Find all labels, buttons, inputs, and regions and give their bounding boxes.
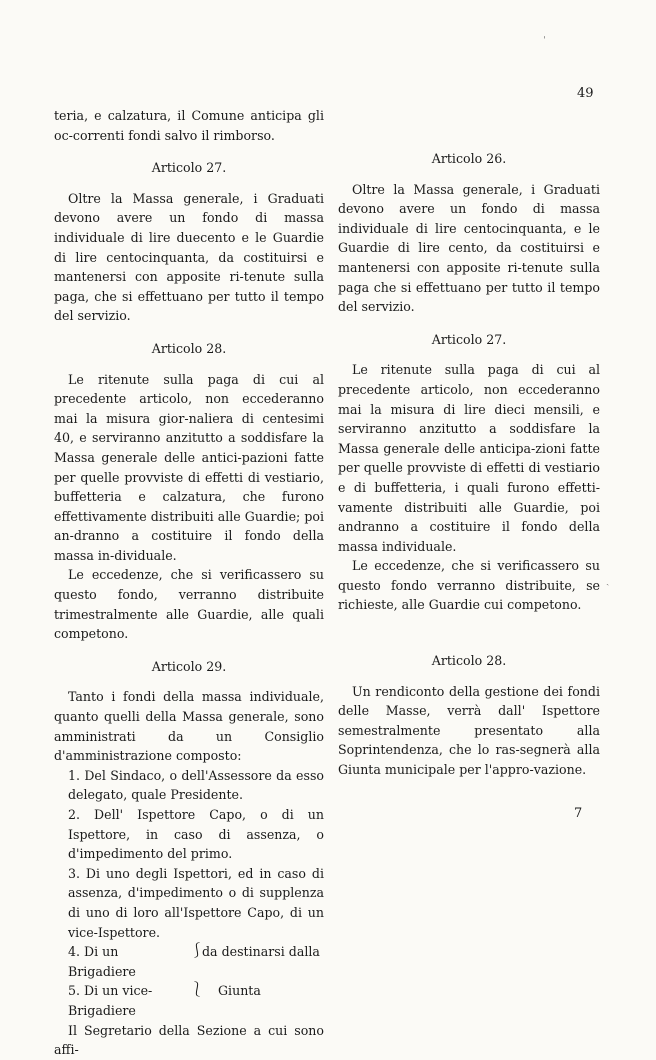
left-art27-text: Oltre la Massa generale, i Graduati devono avere un fondo di massa individuale di lire duecento e le Guardie di lire centocinquanta, da costituirsi e mantenersi con apposite ri-tenute sulla paga, che si effettuano per tutto il tempo del servizio. xyxy=(54,190,324,324)
left-art29-item5: 5. Di un vice-Brigadiere xyxy=(68,983,153,1018)
left-art29-item2: 2. Dell' Ispettore Capo, o di un Ispettore, in caso di assenza, o d'impedimento del primo. xyxy=(68,807,324,862)
brace-glyph-lower: ⎱ xyxy=(190,982,204,999)
left-art29-brace-note1: da destinarsi dalla xyxy=(202,944,320,960)
left-art29-item3: 3. Di uno degli Ispettori, ed in caso di assenza, d'impedimento o di supplenza di uno di loro all'Ispettore Capo, di un vice-Ispettore. xyxy=(68,865,324,940)
left-column xyxy=(54,106,324,1060)
right-art27-text1: Le ritenute sulla paga di cui al precedente articolo, non eccederanno mai la misura di lire dieci mensili, e serviranno anzitutto a soddisfare la Massa generale delle anticipa-zioni fatte per quelle provviste di effetti di vestiario e di buffetteria, i quali furono effetti-vamente distribuiti alle Guardie, poi andranno a costituire il fondo della massa individuale. xyxy=(338,362,600,554)
right-art27-heading: Articolo 27. xyxy=(431,331,507,347)
left-art27-heading: Articolo 27. xyxy=(151,160,227,176)
right-art28-heading: Articolo 28. xyxy=(431,653,507,669)
left-art28-text2: Le eccedenze, che si verificassero su questo fondo, verranno distribuite trimestralmente alle Guardie, alle quali competono. xyxy=(54,567,324,642)
brace-glyph: ⎰ xyxy=(190,943,204,960)
left-art29-heading: Articolo 29. xyxy=(151,658,227,674)
speck-mark: ˈ xyxy=(543,36,546,47)
right-column xyxy=(338,149,600,780)
page-number-bottom: 7 xyxy=(574,806,583,821)
left-art29-brace-group xyxy=(54,942,324,1020)
page-number-top: 49 xyxy=(577,86,594,101)
left-art29-brace-note2: Giunta xyxy=(218,983,261,999)
right-art26-heading: Articolo 26. xyxy=(431,151,507,166)
left-art29-intro: Tanto i fondi della massa individuale, quanto quelli della Massa generale, sono amministrati da un Consiglio d'amministrazione composto: xyxy=(54,689,324,764)
left-art29-item4: 4. Di un Brigadiere xyxy=(68,944,136,979)
left-art29-item1: 1. Del Sindaco, o dell'Assessore da esso delegato, quale Presidente. xyxy=(68,767,324,803)
right-art26-text: Oltre la Massa generale, i Graduati devono avere un fondo di massa individuale di lire centocinquanta, e le Guardie di lire cento, da costituirsi e mantenersi con apposite ri-tenute sulla paga che si effettuano per tutto il tempo del servizio. xyxy=(338,181,600,315)
left-art28-heading: Articolo 28. xyxy=(151,340,227,356)
right-art28-text: Un rendiconto della gestione dei fondi delle Masse, verrà dall' Ispettore semestralmente presentato alla Soprintendenza, che lo ras-segnerà alla Giunta municipale per l'appro-vazione. xyxy=(338,683,600,778)
right-art27-text2: Le eccedenze, che si verificassero su questo fondo verranno distribuite, se richieste, alle Guardie cui competono. xyxy=(338,558,600,613)
left-opening-text: teria, e calzatura, il Comune anticipa gli oc-correnti fondi salvo il rimborso. xyxy=(54,108,324,143)
left-art28-text1: Le ritenute sulla paga di cui al precedente articolo, non eccederanno mai la misura gior-naliera di centesimi 40, e serviranno anzitutto a soddisfare la Massa generale delle antici-pazioni fatte per quelle provviste di effetti di vestiario, buffetteria e calzatura, che furono effettivamente distribuiti alle Guardie; poi an-dranno a costituire il fondo della massa in-dividuale. xyxy=(54,371,324,563)
speck-mark-2: ˏ xyxy=(606,575,610,586)
left-art29-closing: Il Segretario della Sezione a cui sono affi- xyxy=(54,1022,324,1058)
